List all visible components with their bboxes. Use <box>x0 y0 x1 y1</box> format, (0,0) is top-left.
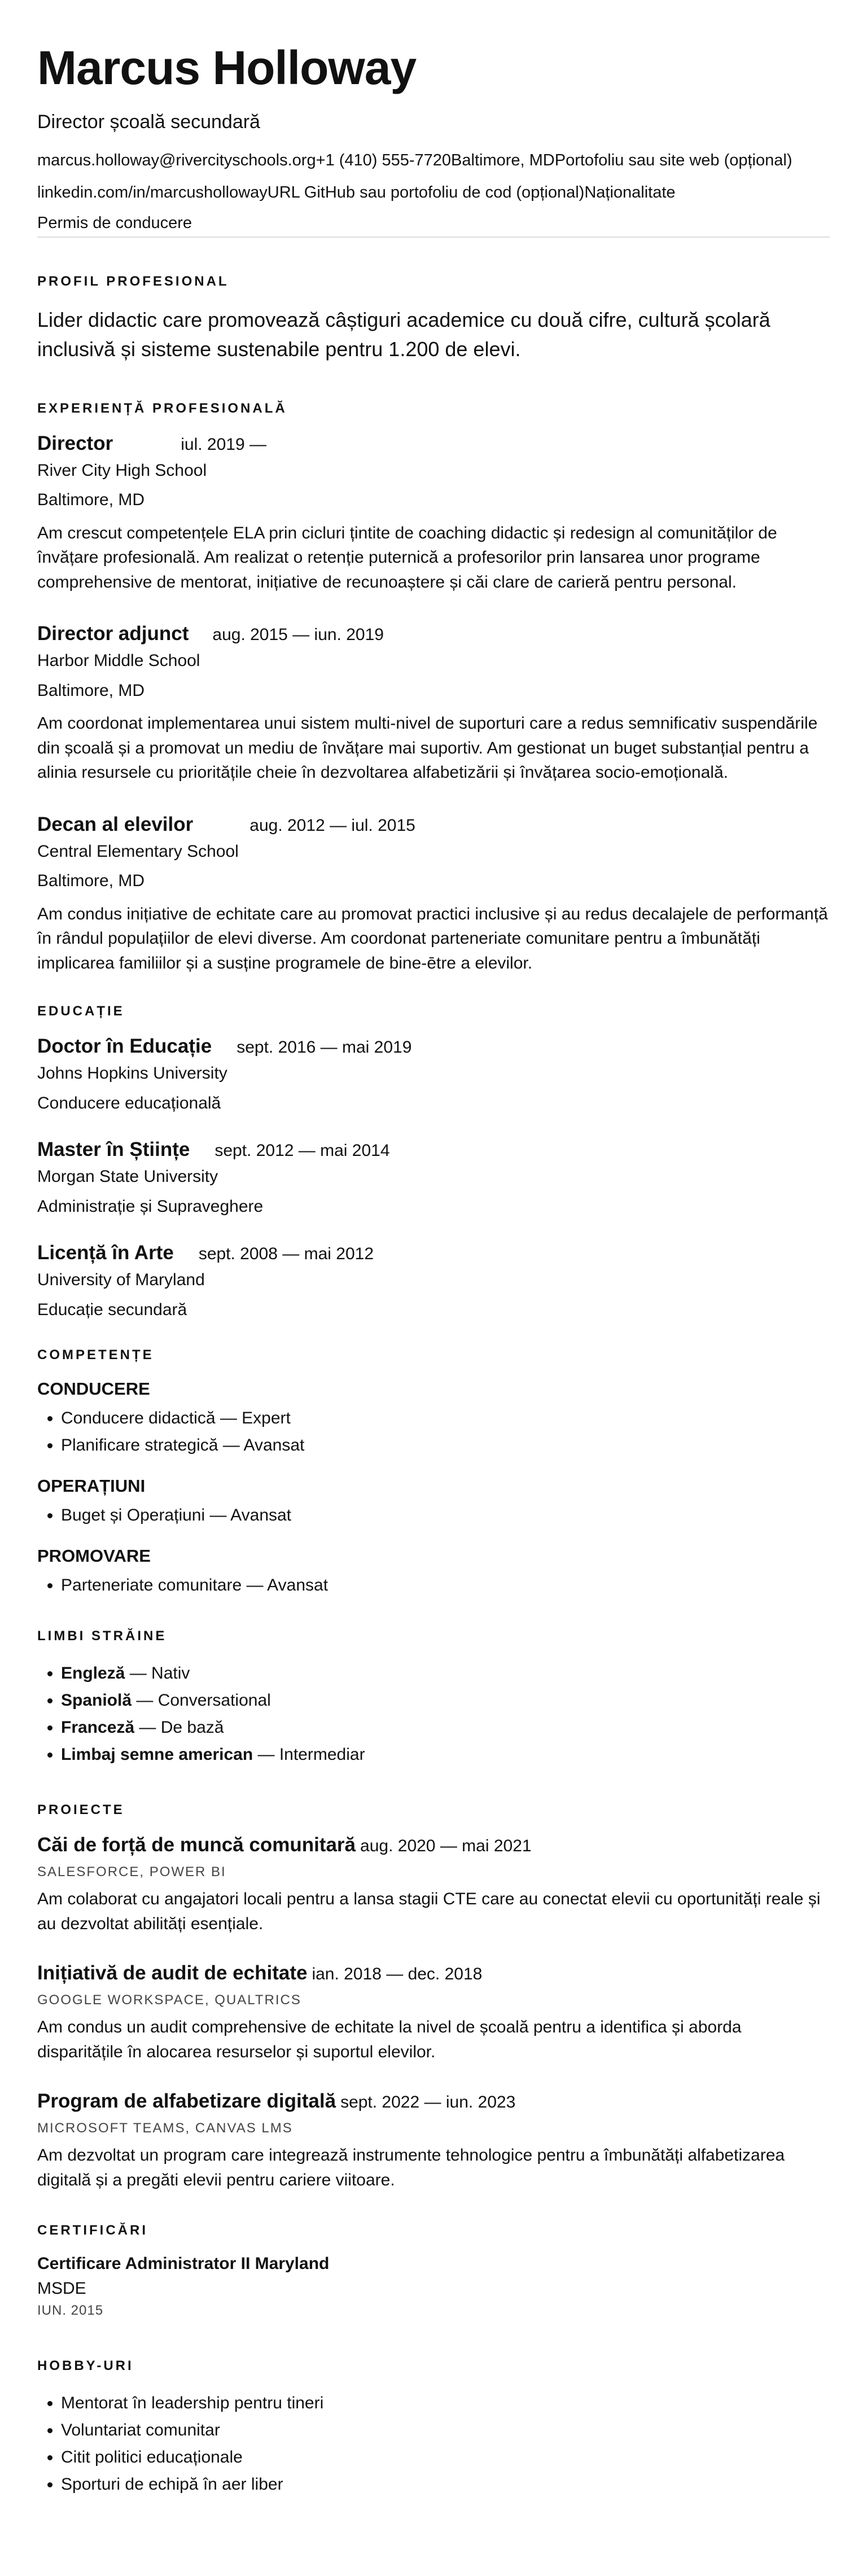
language-item <box>61 1660 830 1687</box>
project-tech: MICROSOFT TEAMS, CANVAS LMS <box>37 2121 293 2136</box>
certification-title: Certificare Administrator II Maryland <box>37 2254 330 2273</box>
job-organization: River City High School <box>37 461 207 480</box>
certification-entry <box>37 2254 830 2319</box>
certification-date: IUN. 2015 <box>37 2303 104 2319</box>
skill-group <box>37 1476 830 1529</box>
skill-item: • Planificare strategică — Avansat <box>61 1432 830 1459</box>
language-name: Spaniolă <box>61 1691 132 1710</box>
section-title-profile: PROFIL PROFESIONAL <box>37 274 229 290</box>
hobby-item: • Voluntariat comunitar <box>61 2417 830 2444</box>
job-title: Director <box>37 432 113 454</box>
language-level: — Intermediar <box>253 1745 365 1764</box>
experience-entry <box>37 623 830 785</box>
school-name: Morgan State University <box>37 1167 218 1186</box>
contact-line-2 <box>37 183 830 203</box>
hobby-item: • Mentorat în leadership pentru tineri <box>61 2390 830 2417</box>
contact-line-1 <box>37 151 830 170</box>
job-dates: aug. 2012 — iul. 2015 <box>249 816 415 835</box>
job-organization: Harbor Middle School <box>37 651 200 671</box>
section-title-experience: EXPERIENȚĂ PROFESIONALĂ <box>37 400 287 416</box>
experience-entry <box>37 813 830 976</box>
language-item <box>61 1687 830 1714</box>
job-location: Baltimore, MD <box>37 871 145 891</box>
project-entry <box>37 1834 830 1936</box>
school-name: Johns Hopkins University <box>37 1064 227 1083</box>
project-description: Am dezvoltat un program care integrează instrumente tehnologice pentru a îmbunătăți alfabetizarea digitală și a pregăti elevii pentru cariere viitoare. <box>37 2146 785 2189</box>
section-title-projects: PROIECTE <box>37 1802 125 1818</box>
language-level: — De bază <box>134 1718 224 1737</box>
linkedin-link[interactable]: linkedin.com/in/marcushollowayURL <box>37 183 300 201</box>
profile-summary: Lider didactic care promovează câștiguri academice cu două cifre, cultură școlară inclusivă și sisteme sustenabile pentru 1.200 de elevi. <box>37 308 770 361</box>
experience-entry <box>37 432 830 595</box>
language-name: Franceză <box>61 1718 135 1737</box>
skill-item: • Parteneriate comunitare — Avansat <box>61 1572 830 1599</box>
portfolio-link[interactable]: Portofoliu sau site web (opțional) <box>554 151 792 169</box>
skill-item: • Buget și Operațiuni — Avansat <box>61 1502 830 1529</box>
candidate-name: Marcus Holloway <box>37 41 417 94</box>
education-entry <box>37 1138 830 1218</box>
project-dates: sept. 2022 — iun. 2023 <box>340 2093 516 2112</box>
project-tech: GOOGLE WORKSPACE, QUALTRICS <box>37 1992 301 2008</box>
degree-dates: sept. 2012 — mai 2014 <box>214 1141 390 1160</box>
job-title: Decan al elevilor <box>37 813 194 835</box>
skills-list <box>37 1379 830 1599</box>
degree-dates: sept. 2008 — mai 2012 <box>198 1245 374 1264</box>
project-tech: SALESFORCE, POWER BI <box>37 1864 226 1880</box>
project-entry <box>37 1962 830 2064</box>
language-name: Limbaj semne american <box>61 1745 253 1764</box>
project-title: Căi de forță de muncă comunitară <box>37 1834 356 1856</box>
job-location: Baltimore, MD <box>37 490 145 510</box>
skill-group <box>37 1379 830 1459</box>
study-field: Conducere educațională <box>37 1093 221 1112</box>
section-title-languages: LIMBI STRĂINE <box>37 1628 167 1644</box>
degree-dates: sept. 2016 — mai 2019 <box>237 1038 412 1057</box>
job-description: Am coordonat implementarea unui sistem multi-nivel de suporturi care a redus semnificativ suspendările din școală și a promovat un mediu de învățare mai suportiv. Am gestionat un buget substanțial pentru a alinia resursele cu prioritățile cheie în dezvoltarea alfabetizării și învățarea socio-emoțională. <box>37 714 818 782</box>
hobby-item: • Sporturi de echipă în aer liber <box>61 2471 830 2498</box>
job-dates: iul. 2019 — <box>181 435 266 454</box>
language-item <box>61 1741 830 1768</box>
project-title: Inițiativă de audit de echitate <box>37 1962 308 1984</box>
study-field: Educație secundară <box>37 1300 187 1319</box>
nationality-text: Naționalitate <box>584 183 676 201</box>
location-text: Baltimore, MD <box>451 151 555 169</box>
job-title: Director adjunct <box>37 623 189 645</box>
job-organization: Central Elementary School <box>37 842 239 861</box>
project-description: Am condus un audit comprehensive de echitate la nivel de școală pentru a identifica și aborda disparitățile în alocarea resurselor și suportul elevilor. <box>37 2018 742 2061</box>
project-dates: aug. 2020 — mai 2021 <box>360 1837 532 1856</box>
candidate-title: Director școală secundară <box>37 111 260 133</box>
language-level: — Nativ <box>125 1664 190 1683</box>
degree-title: Doctor în Educație <box>37 1035 212 1058</box>
skill-category: PROMOVARE <box>37 1546 151 1566</box>
section-title-education: EDUCAȚIE <box>37 1004 125 1019</box>
language-item <box>61 1714 830 1741</box>
language-level: — Conversational <box>132 1691 271 1710</box>
email-link[interactable]: marcus.holloway@rivercityschools.org <box>37 151 316 169</box>
study-field: Administrație și Supraveghere <box>37 1197 264 1216</box>
project-title: Program de alfabetizare digitală <box>37 2090 336 2113</box>
degree-title: Master în Științe <box>37 1138 190 1161</box>
job-location: Baltimore, MD <box>37 681 145 700</box>
project-entry <box>37 2090 830 2192</box>
education-list <box>37 1035 830 1321</box>
project-dates: ian. 2018 — dec. 2018 <box>312 1965 483 1984</box>
skill-group <box>37 1546 830 1599</box>
section-title-certifications: CERTIFICĂRI <box>37 2223 148 2238</box>
skill-item: • Conducere didactică — Expert <box>61 1405 830 1432</box>
github-link[interactable]: GitHub sau portofoliu de cod (opțional) <box>299 183 585 201</box>
experience-list <box>37 432 830 976</box>
projects-list <box>37 1834 830 2192</box>
education-entry <box>37 1035 830 1115</box>
skill-category: CONDUCERE <box>37 1379 150 1399</box>
driving-license-text: Permis de conducere <box>37 213 830 238</box>
degree-title: Licență în Arte <box>37 1242 174 1264</box>
language-name: Engleză <box>61 1664 125 1683</box>
job-dates: aug. 2015 — iun. 2019 <box>212 625 384 645</box>
hobbies-list <box>37 2390 830 2498</box>
education-entry <box>37 1242 830 1321</box>
section-title-skills: COMPETENȚE <box>37 1347 154 1363</box>
certification-issuer: MSDE <box>37 2279 86 2298</box>
phone-link[interactable]: +1 (410) 555-7720 <box>316 151 452 169</box>
skill-category: OPERAȚIUNI <box>37 1476 146 1496</box>
project-description: Am colaborat cu angajatori locali pentru a lansa stagii CTE care au conectat elevii cu oportunități reale și au dezvoltat abilități esențiale. <box>37 1890 821 1933</box>
languages-list <box>37 1660 830 1768</box>
job-description: Am condus inițiative de echitate care au promovat practici inclusive și au redus decalajele de performanță în rândul populațiilor de elevi diverse. Am coordonat parteneriate comunitare pentru a îmbunătăți implicarea familiilor și a susține programele de bine-ētre a elevilor. <box>37 904 828 972</box>
section-title-hobbies: HOBBY-URI <box>37 2358 134 2374</box>
school-name: University of Maryland <box>37 1271 205 1290</box>
hobby-item: • Citit politici educaționale <box>61 2444 830 2471</box>
job-description: Am crescut competențele ELA prin cicluri țintite de coaching didactic și redesign al comunităților de învățare profesională. Am realizat o retenție puternică a profesorilor prin lansarea unor programe comprehensive de mentorat, inițiative de recunoaștere și căi clare de carieră pentru personal. <box>37 523 777 592</box>
